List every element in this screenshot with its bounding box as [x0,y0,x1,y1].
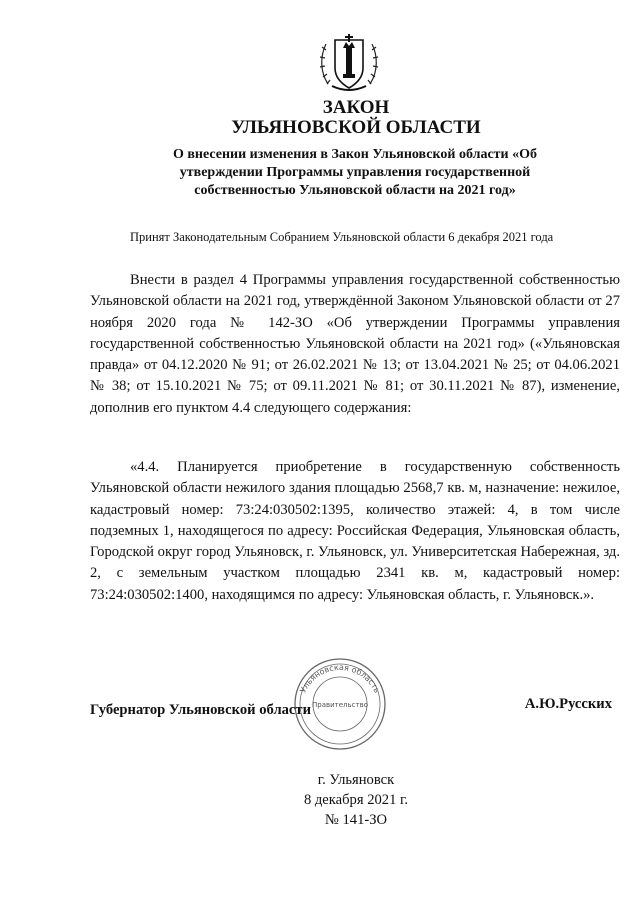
adoption-note: Принят Законодательным Собранием Ульяновской области 6 декабря 2021 года [130,230,554,244]
issue-city: г. Ульяновск [317,772,395,788]
ulyanovsk-coat-of-arms-icon [318,26,380,94]
law-region-title: УЛЬЯНОВСКОЙ ОБЛАСТИ [231,117,481,138]
law-title: ЗАКОН [322,97,390,118]
body-paragraph-1: Внести в раздел 4 Программы управления государственной собственностью Ульяновской области на 2021 год, утверждённой Законом Ульяновской области от 27 ноября 2020 года № 142-ЗО «Об утверждении Программы управления государственной собственностью Ульяновской области на 2021 год» («Ульяновская правда» от 04.12.2020 № 91; от 26.02.2021 № 13; от 13.04.2021 № 25; от 04.06.2021 № 38; от 15.10.2021 № 75; от 09.11.2021 № 81; от 30.11.2021 № 87), изменение, дополнив его пунктом 4.4 следующего содержания: [90,272,620,416]
issue-date: 8 декабря 2021 г. [303,792,409,808]
svg-text:Ульяновская область: Ульяновская область [298,662,382,695]
signatory-position: Губернатор Ульяновской области [90,702,311,718]
law-number: № 141-ЗО [324,812,388,828]
law-subject: О внесении изменения в Закон Ульяновской области «Об утверждении Программы управления государственной собственностью Ульяновской области на 2021 год» [172,147,538,198]
svg-text:Правительство: Правительство [312,701,368,709]
signatory-name: А.Ю.Русских [524,696,612,712]
body-paragraph-2: «4.4. Планируется приобретение в государственную собственность Ульяновской области нежилого здания площадью 2568,7 кв. м, назначение: нежилое, кадастровый номер: 73:24:030502:1395, количество этажей: 4, в том числе подземных 1, находящегося по адресу: Российская Федерация, Ульяновская область, Городской округ город Ульяновск, г. Ульяновск, ул. Университетская Набережная, зд. 2, с земельным участком площадью 2341 кв. м, кадастровый номер: 73:24:030502:1400, находящимся по адресу: Ульяновская область, г. Ульяновск.». [90,459,620,603]
